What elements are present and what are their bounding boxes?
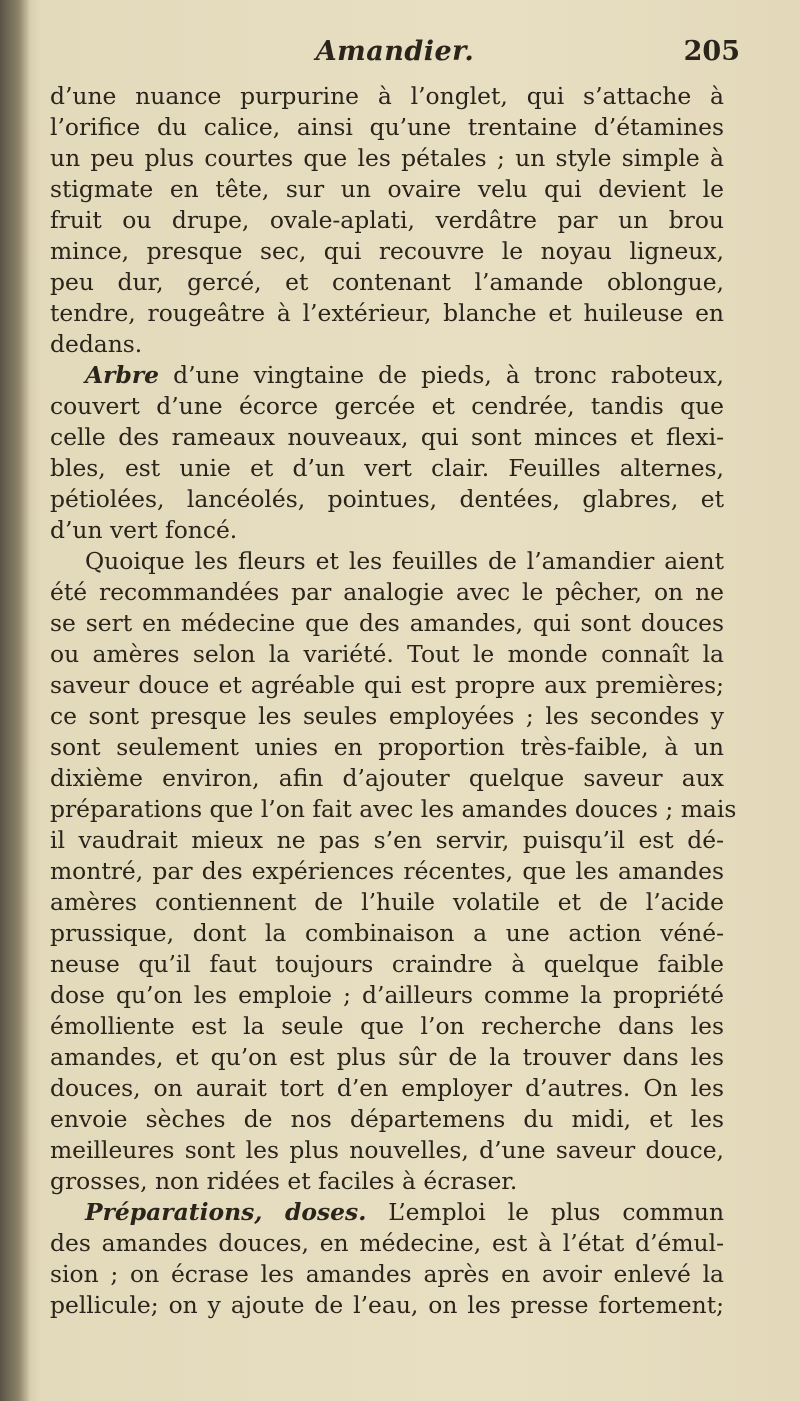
text-line — [50, 360, 724, 391]
text-line: se sert en médecine que des amandes, qui sont douces — [50, 609, 724, 637]
text-line: un peu plus courtes que les pétales ; un style simple à — [50, 144, 724, 172]
text-line: montré, par des expériences récentes, que les amandes — [50, 857, 724, 885]
text-line-rest: L’emploi le plus commun — [366, 1198, 725, 1226]
text-line: l’orifice du calice, ainsi qu’une trentaine d’étamines — [50, 113, 724, 141]
text-line: grosses, non ridées et faciles à écraser. — [50, 1167, 518, 1195]
body-text — [50, 81, 737, 1321]
text-line: préparations que l’on fait avec les amandes douces ; mais — [50, 795, 737, 823]
text-line: pétiolées, lancéolés, pointues, dentées, glabres, et — [50, 485, 724, 513]
text-line: prussique, dont la combinaison a une action véné- — [50, 919, 724, 947]
text-line: pellicule; on y ajoute de l’eau, on les presse fortement; — [50, 1291, 724, 1319]
text-line: d’un vert foncé. — [50, 516, 238, 544]
section-lead-arbre: Arbre — [85, 361, 160, 389]
text-line: émolliente est la seule que l’on recherche dans les — [50, 1012, 724, 1040]
text-line: dixième environ, afin d’ajouter quelque saveur aux — [50, 764, 724, 792]
page-header — [50, 36, 740, 80]
text-line: tendre, rougeâtre à l’extérieur, blanche et huileuse en — [50, 299, 724, 327]
text-line: il vaudrait mieux ne pas s’en servir, puisqu’il est dé- — [50, 826, 724, 854]
text-line: amères contiennent de l’huile volatile et de l’acide — [50, 888, 724, 916]
text-line: meilleures sont les plus nouvelles, d’une saveur douce, — [50, 1136, 724, 1164]
text-line: celle des rameaux nouveaux, qui sont minces et flexi- — [50, 423, 724, 451]
text-line: stigmate en tête, sur un ovaire velu qui devient le — [50, 175, 724, 203]
text-line: Quoique les fleurs et les feuilles de l’amandier aient — [85, 547, 724, 575]
text-line: d’une nuance purpurine à l’onglet, qui s’attache à — [50, 82, 724, 110]
text-line: dedans. — [50, 330, 143, 358]
section-lead-preparations: Préparations, doses. — [85, 1198, 367, 1226]
text-line: dose qu’on les emploie ; d’ailleurs comme la propriété — [50, 981, 724, 1009]
text-line: amandes, et qu’on est plus sûr de la trouver dans les — [50, 1043, 724, 1071]
text-line: ou amères selon la variété. Tout le monde connaît la — [50, 640, 724, 668]
text-line: douces, on aurait tort d’en employer d’autres. On les — [50, 1074, 724, 1102]
text-line: peu dur, gercé, et contenant l’amande oblongue, — [50, 268, 724, 296]
page-number: 205 — [683, 36, 740, 67]
running-title: Amandier. — [315, 36, 475, 67]
text-line: bles, est unie et d’un vert clair. Feuilles alternes, — [50, 454, 724, 482]
text-line: couvert d’une écorce gercée et cendrée, tandis que — [50, 392, 724, 420]
text-line: ce sont presque les seules employées ; les secondes y — [50, 702, 724, 730]
text-line: été recommandées par analogie avec le pêcher, on ne — [50, 578, 724, 606]
text-line: des amandes douces, en médecine, est à l’état d’émul- — [50, 1229, 724, 1257]
text-line-rest: d’une vingtaine de pieds, à tronc raboteux, — [159, 361, 724, 389]
text-line: sion ; on écrase les amandes après en avoir enlevé la — [50, 1260, 724, 1288]
text-line: envoie sèches de nos départemens du midi, et les — [50, 1105, 724, 1133]
text-line: mince, presque sec, qui recouvre le noyau ligneux, — [50, 237, 724, 265]
text-line: fruit ou drupe, ovale-aplati, verdâtre par un brou — [50, 206, 724, 234]
book-spine-shadow — [0, 0, 30, 1401]
text-line — [50, 1197, 724, 1228]
text-line: neuse qu’il faut toujours craindre à quelque faible — [50, 950, 724, 978]
text-line: sont seulement unies en proportion très-faible, à un — [50, 733, 724, 761]
text-line: saveur douce et agréable qui est propre aux premières; — [50, 671, 724, 699]
